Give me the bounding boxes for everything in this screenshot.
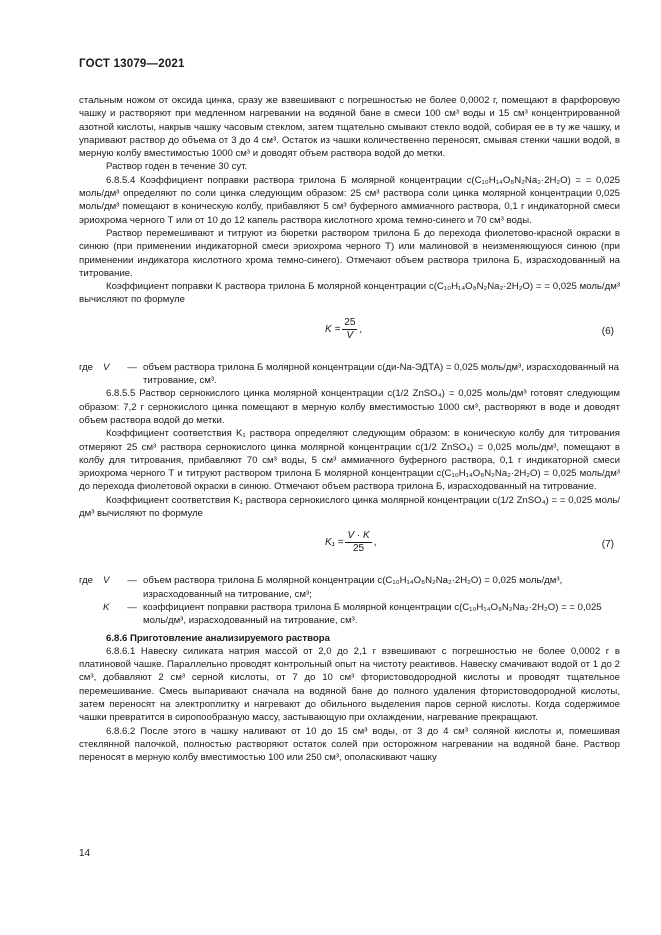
paragraph: Коэффициент поправки K раствора трилона Б молярной концентрации c(C₁₀H₁₄O₈N₂Na₂·2H₂O) = = 0,025 моль/дм³ вычисляют по формуле bbox=[79, 281, 620, 306]
formula-number: (7) bbox=[601, 539, 614, 551]
paragraph-6-8-6-2: 6.8.6.2 После этого в чашку наливают от 10 до 15 см³ воды, от 3 до 4 см³ соляной кислоты и, помешивая стеклянной палочкой, полностью растворяют остаток солей при осторожном нагревании на водяной бане. Раствор переносят в мерную колбу вместимостью 100 или 250 см³, ополаскивают чашку bbox=[79, 725, 620, 764]
where-row bbox=[79, 574, 620, 601]
paragraph: Раствор перемешивают и титруют из бюретки раствором трилона Б до перехода фиолетово-красной окраски в синюю (при применении индикаторной смеси эриохрома черного Т) или малиновой в неизменяющуюся синюю (при применении индикатора кислотного хрома темно-синего). Отмечают объем раствора трилона Б, израсходованный на титрование. bbox=[79, 227, 620, 279]
formula-tail: , bbox=[359, 323, 363, 335]
paragraph-6-8-5-4: 6.8.5.4 Коэффициент поправки раствора трилона Б молярной концентрации c(C₁₀H₁₄O₈N₂Na₂·2H₂O) = = 0,025 моль/дм³ определяют по соли цинка следующим образом: 25 см³ раствора соли цинка молярной концентрации 0,025 моль/дм³ помещают в коническую колбу, прибавляют 5 см³ буферного аммиачного раствора, 0,1 г индикаторной смеси эриохрома черного Т или от 10 до 12 капель раствора кислотного хрома темно-синего и 70 см³ воды. bbox=[79, 174, 620, 226]
paragraph-6-8-6-1: 6.8.6.1 Навеску силиката натрия массой от 2,0 до 2,1 г взвешивают с погрешностью не более 0,0002 г в платиновой чашке. Параллельно проводят контрольный опыт на чистоту реактивов. Навеску смачивают водой от 1 до 2 см³, добавляют 2 см³ серной кислоты, от 7 до 10 см³ фтористоводородной кислоты и проводят тщательное перемешивание. Смесь выпаривают сначала на водяной бане до полного удаления фтористоводородной кислоты, затем переносят на электроплитку и нагревают до обильного выделения паров серной кислоты. Когда содержимое чашки превратится в сиропообразную массу, застывающую при охлаждении, нагревание прекращают. bbox=[79, 645, 620, 724]
where-dash: — bbox=[127, 575, 137, 587]
where-symbol: V bbox=[103, 575, 110, 587]
document-body bbox=[79, 94, 620, 764]
where-text: коэффициент поправки раствора трилона Б молярной концентрации c(C₁₀H₁₄O₈N₂Na₂·2H₂O) = = 0,025 моль/дм³, израсходованный на титрование, см³. bbox=[143, 601, 602, 627]
document-header: ГОСТ 13079—2021 bbox=[79, 58, 185, 70]
formula-numerator: V · K bbox=[347, 530, 370, 542]
formula-fraction bbox=[342, 317, 357, 342]
formula-lhs: K₁ = bbox=[325, 537, 344, 549]
where-symbol: V bbox=[103, 361, 110, 373]
formula-denominator: V bbox=[346, 329, 354, 341]
paragraph: Коэффициент соответствия K₁ раствора определяют следующим образом: в коническую колбу для титрования отмеряют 25 см³ раствора сернокислого цинка молярной концентрации c(1/2 ZnSO₄) = 0,025 моль/дм³, помещают в колбу для титрования, прибавляют 70 см³ воды, 5 см³ аммиачного буферного раствора, 0,1 г индикаторной смеси эриохрома черного Т и титруют раствором трилона Б молярной концентрации c(C₁₀H₁₄O₈N₂Na₂·2H₂O) = 0,025 моль/дм³ до перехода фиолетовой окраски в синюю. Отмечают объем раствора трилона Б, израсходованный на титрование. bbox=[79, 428, 620, 493]
where-block-7 bbox=[79, 574, 620, 627]
formula-tail: , bbox=[373, 537, 377, 549]
where-dash: — bbox=[127, 361, 137, 373]
where-text: объем раствора трилона Б молярной концентрации c(ди-Na-ЭДТА) = 0,025 моль/дм³, израсходованный на титрование, см³. bbox=[143, 361, 619, 387]
where-row bbox=[79, 361, 620, 388]
formula-denominator: 25 bbox=[353, 543, 365, 555]
formula-fraction bbox=[345, 530, 371, 555]
section-heading-6-8-6: 6.8.6 Приготовление анализируемого раствора bbox=[106, 632, 330, 644]
where-dash: — bbox=[127, 601, 137, 613]
paragraph-6-8-5-5: 6.8.5.5 Раствор сернокислого цинка молярной концентрации c(1/2 ZnSO₄) = 0,025 моль/дм³ готовят следующим образом: 7,2 г сернокислого цинка помещают в мерную колбу вместимостью 1000 см³, растворяют в воде и доводят объем раствора водой до метки. bbox=[79, 388, 620, 426]
where-row bbox=[79, 601, 620, 628]
formula-6 bbox=[79, 315, 620, 355]
formula-number: (6) bbox=[601, 325, 614, 337]
where-symbol: K bbox=[103, 601, 110, 613]
page-number: 14 bbox=[79, 848, 91, 859]
formula-7 bbox=[79, 528, 620, 568]
where-text: объем раствора трилона Б молярной концентрации c(C₁₀H₁₄O₈N₂Na₂·2H₂O) = 0,025 моль/дм³, израсходованный на титрование, см³; bbox=[143, 575, 563, 600]
paragraph: Коэффициент соответствия K₁ раствора сернокислого цинка молярной концентрации c(1/2 ZnSO₄) = = 0,025 моль/дм³ вычисляют по формуле bbox=[79, 494, 620, 520]
formula-lhs: K = bbox=[325, 323, 341, 335]
where-word: где bbox=[79, 361, 94, 373]
where-word: где bbox=[79, 575, 94, 587]
paragraph: Раствор годен в течение 30 сут. bbox=[106, 161, 248, 173]
where-word-empty bbox=[79, 601, 103, 628]
paragraph: стальным ножом от оксида цинка, сразу же взвешивают с погрешностью не более 0,0002 г, помещают в фарфоровую чашку и растворяют при медленном нагревании на водяной бане в смеси 100 см³ воды и 15 см³ концентрированной азотной кислоты, накрыв чашку часовым стеклом, затем тщательно смывают стекло водой, собирая ее в ту же чашку, и упаривают раствор до объема от 3 до 4 см³. Остаток из чашки количественно переносят, смывая стенки чашки водой, в мерную колбу вместимостью 1000 см³ и доводят объем раствора водой до метки. bbox=[79, 95, 620, 160]
formula-numerator: 25 bbox=[344, 316, 356, 328]
